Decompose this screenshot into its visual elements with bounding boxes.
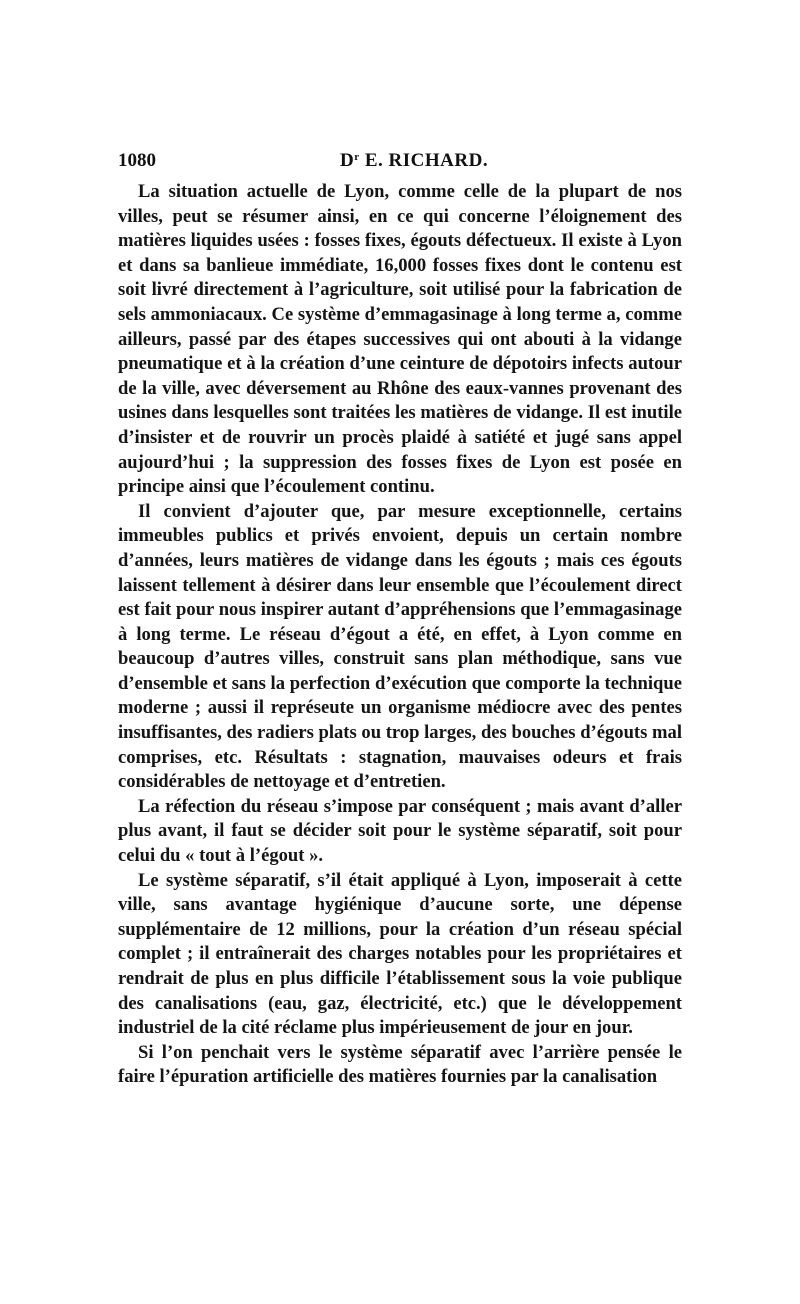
body-text bbox=[118, 180, 682, 1090]
paragraph: Il convient d’ajouter que, par mesure exceptionnelle, certains immeubles publics et privés envoient, depuis un certain nombre d’années, leurs matières de vidange dans les égouts ; mais ces égouts laissent tellement à désirer dans leur ensemble que l’écoulement direct est fait pour nous inspirer autant d’appréhensions que l’emmagasinage à long terme. Le réseau d’égout a été, en effet, à Lyon comme en beaucoup d’autres villes, construit sans plan méthodique, sans vue d’ensemble et sans la perfection d’exécution que comporte la technique moderne ; aussi il représeute un organisme médiocre avec des pentes insuffisantes, des radiers plats ou trop larges, des bouches d’égouts mal comprises, etc. Résultats : stagnation, mauvaises odeurs et frais considérables de nettoyage et d’entretien. bbox=[118, 500, 682, 793]
author-prefix-sup: r bbox=[354, 151, 360, 163]
author-prefix: D bbox=[340, 150, 355, 171]
paragraph: La réfection du réseau s’impose par conséquent ; mais avant d’aller plus avant, il faut se décider soit pour le système séparatif, soit pour celui du « tout à l’égout ». bbox=[118, 795, 682, 867]
paragraph: La situation actuelle de Lyon, comme celle de la plupart de nos villes, peut se résumer ainsi, en ce qui concerne l’éloignement des matières liquides usées : fosses fixes, égouts défectueux. Il existe à Lyon et dans sa banlieue immédiate, 16,000 fosses fixes dont le contenu est soit livré directement à l’agriculture, soit utilisé pour la fabrication de sels ammoniacaux. Ce système d’emmagasinage à long terme a, comme ailleurs, passé par des étapes successives qui ont abouti à la vidange pneumatique et à la création d’une ceinture de dépotoirs infects autour de la ville, avec déversement au Rhône des eaux-vannes provenant des usines dans lesquelles sont traitées les matières de vidange. Il est inutile d’insister et de rouvrir un procès plaidé à satiété et jugé sans appel aujourd’hui ; la suppression des fosses fixes de Lyon est posée en principe ainsi que l’écoulement continu. bbox=[118, 181, 682, 498]
page-number: 1080 bbox=[118, 150, 156, 171]
paragraph: Si l’on penchait vers le système séparatif avec l’arrière pensée le faire l’épuration artificielle des matières fournies par la canalisation bbox=[118, 1041, 682, 1088]
author-name bbox=[340, 150, 488, 172]
author-surname: E. RICHARD. bbox=[359, 150, 489, 171]
running-head bbox=[118, 150, 682, 174]
paragraph: Le système séparatif, s’il était appliqué à Lyon, imposerait à cette ville, sans avantage hygiénique d’aucune sorte, une dépense supplémentaire de 12 millions, pour la création d’un réseau spécial complet ; il entraînerait des charges notables pour les propriétaires et rendrait de plus en plus difficile l’établissement sous la voie publique des canalisations (eau, gaz, électricité, etc.) que le développement industriel de la cité réclame plus impérieusement de jour en jour. bbox=[118, 869, 682, 1039]
